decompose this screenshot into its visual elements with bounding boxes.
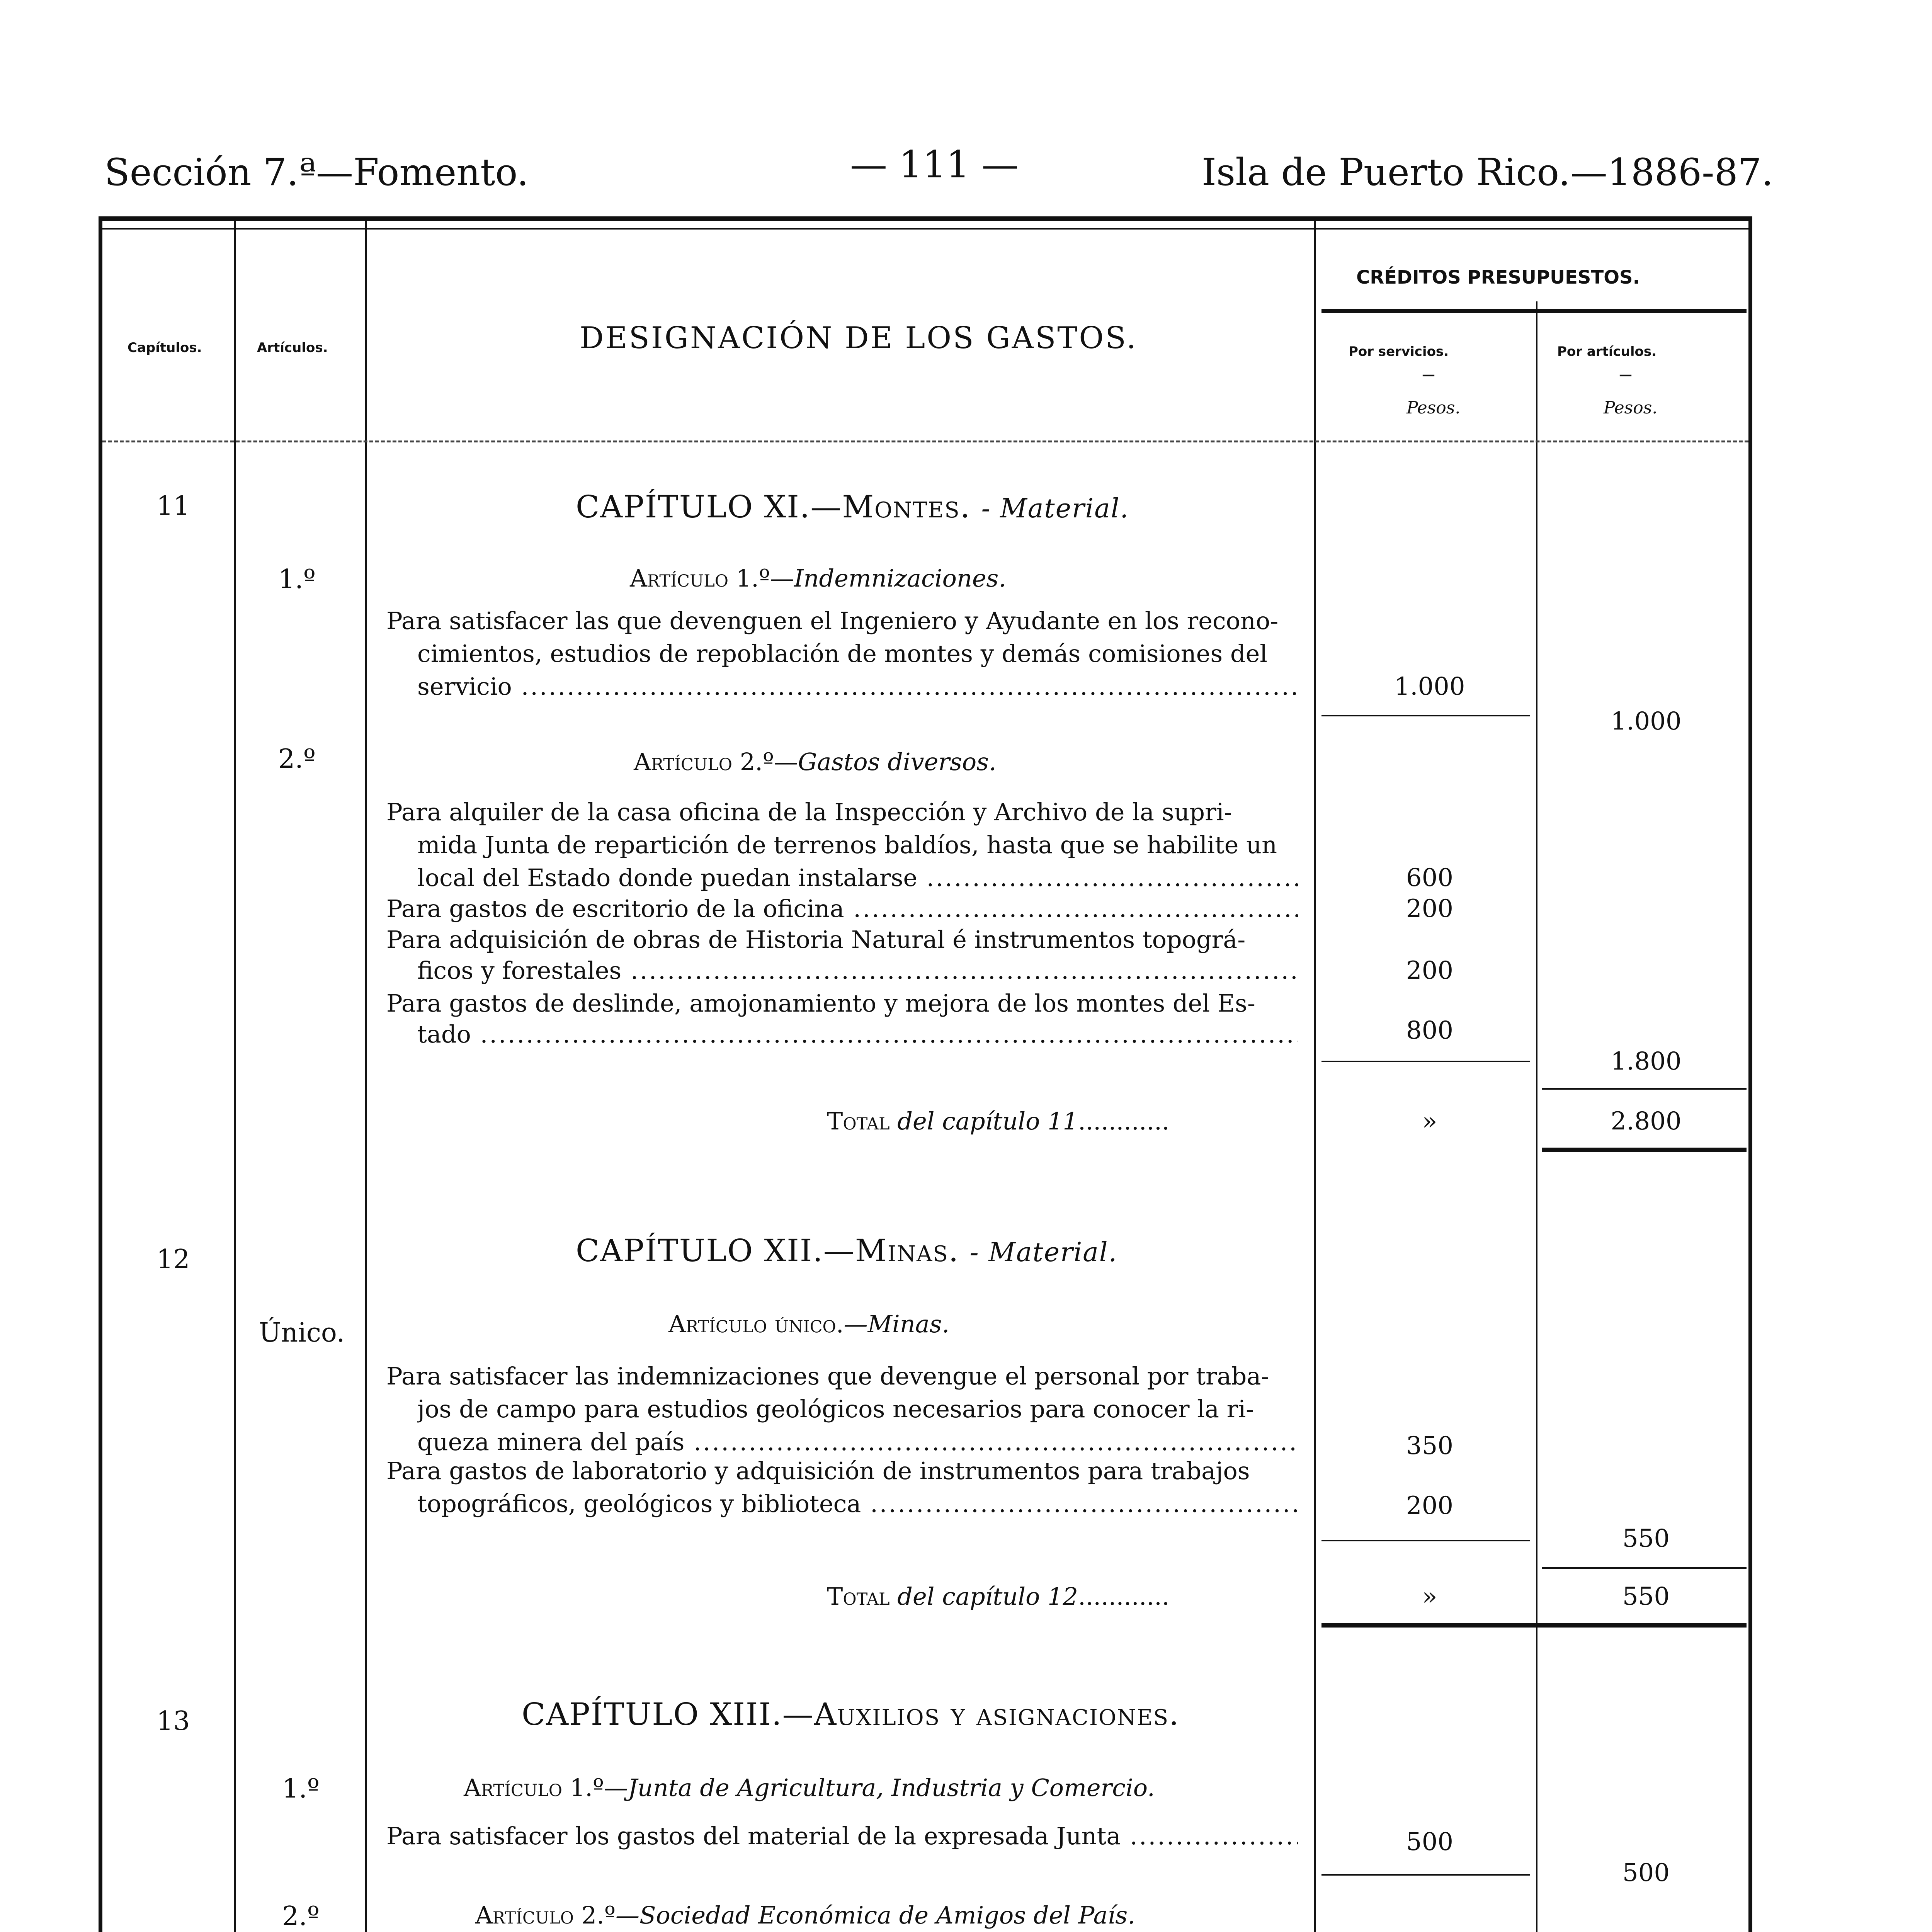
top-rule (99, 216, 1752, 221)
chapter-12-subject: —Minas. (823, 1233, 959, 1269)
total-double-rule-12 (1321, 1623, 1747, 1628)
chapter-12-total: 550 (1622, 1582, 1670, 1611)
article-number-13-1: 1.º (282, 1774, 320, 1804)
subtotal-rule-11-2 (1321, 1061, 1530, 1062)
chapter-11-total-mark: » (1422, 1107, 1437, 1136)
chapter-number-12: 12 (156, 1244, 190, 1275)
article-11-2-line-3: local del Estado donde puedan instalarse ..... (417, 864, 1298, 892)
article-11-2-line-7: Para gastos de deslinde, amojonamiento y mejora de los montes del Es- (386, 989, 1255, 1017)
column-header-articulos: Artículos. (257, 340, 328, 355)
section-title: Sección 7.ª—Fomento. (104, 151, 529, 194)
column-header-capitulos: Capítulos. (128, 340, 202, 355)
article-number-13-2: 2.º (282, 1901, 320, 1932)
article-11-2-line-2: mida Junta de repartición de terrenos baldíos, hasta que se habilite un (417, 831, 1277, 859)
chapter-11-total-word: Total (827, 1107, 890, 1135)
column-header-por-servicios: Por servicios. (1349, 344, 1449, 359)
header-separator (102, 440, 1748, 442)
divider-designacion (1314, 216, 1316, 1932)
article-11-2-line-4: Para gastos de escritorio de la oficina ..... (386, 895, 1298, 923)
column-header-dash-1: — (1422, 367, 1435, 383)
page-number: — 111 — (850, 143, 1019, 186)
amount-12-2: 200 (1406, 1492, 1454, 1520)
chapter-number-13: 13 (156, 1706, 190, 1736)
article-12-line-2: jos de campo para estudios geológicos necesarios para conocer la ri- (417, 1395, 1254, 1423)
article-13-2-label: Artículo 2.º (475, 1901, 616, 1929)
subtotal-rule-12 (1321, 1540, 1530, 1541)
article-13-2-title: —Sociedad Económica de Amigos del País. (616, 1901, 1135, 1929)
article-11-2-label: Artículo 2.º (634, 748, 774, 776)
article-12-heading (668, 1310, 949, 1338)
chapter-12-total-label: Total del capítulo 12............ (827, 1582, 1170, 1611)
chapter-11-type: - Material. (981, 493, 1129, 524)
chapter-12-total-mark: » (1422, 1582, 1437, 1611)
article-11-2-line-5: Para adquisición de obras de Historia Natural é instrumentos topográ- (386, 925, 1246, 954)
article-12-line-4: Para gastos de laboratorio y adquisición de instrumentos para trabajos (386, 1457, 1250, 1485)
chapter-12-heading (576, 1233, 1117, 1269)
chapter-11-heading (576, 489, 1129, 525)
chapter-11-title: CAPÍTULO XI. (576, 489, 811, 525)
chapter-12-type: - Material. (969, 1237, 1118, 1268)
chapter-12-total-detail: del capítulo 12 (897, 1582, 1078, 1611)
amount-11-2-3: 200 (1406, 956, 1454, 985)
column-header-designacion: DESIGNACIÓN DE LOS GASTOS. (580, 321, 1138, 355)
divider-articulos (365, 216, 367, 1932)
article-total-12: 550 (1622, 1524, 1670, 1553)
article-total-11-1: 1.000 (1611, 707, 1682, 736)
chapter-11-total-detail: del capítulo 11 (897, 1107, 1078, 1135)
column-header-pesos-2: Pesos. (1604, 398, 1658, 418)
article-12-line-3: queza minera del país ..... (417, 1428, 1298, 1456)
article-11-1-line-3: servicio ..... (417, 672, 1298, 701)
article-13-1-line: Para satisfacer los gastos del material de la expresada Junta ..... (386, 1822, 1298, 1850)
chapter-number-11: 11 (156, 491, 190, 521)
article-total-13-1: 500 (1622, 1859, 1670, 1887)
column-header-dash-2: — (1619, 367, 1632, 383)
divider-creditos (1536, 301, 1537, 1932)
article-11-1-title: —Indemnizaciones. (770, 564, 1007, 592)
article-11-2-heading (634, 748, 997, 776)
article-11-2-line-6: ficos y forestales ..... (417, 956, 1298, 985)
top-rule-thin (99, 228, 1752, 230)
total-rule-11 (1542, 1088, 1747, 1090)
article-12-label: Artículo único. (668, 1310, 844, 1338)
chapter-13-title: CAPÍTULO XIII. (522, 1696, 782, 1732)
article-13-2-heading (475, 1901, 1135, 1929)
article-13-1-label: Artículo 1.º (464, 1774, 604, 1802)
article-11-1-label: Artículo 1.º (630, 564, 770, 592)
article-number-12: Único. (259, 1318, 345, 1348)
article-11-1-heading (630, 564, 1006, 592)
subtotal-rule-11-1 (1321, 715, 1530, 716)
article-11-2-title: —Gastos diversos. (774, 748, 997, 776)
total-rule-12 (1542, 1567, 1747, 1569)
article-13-1-title: —Junta de Agricultura, Industria y Comercio. (604, 1774, 1155, 1802)
article-12-title: —Minas. (844, 1310, 950, 1338)
article-12-line-5: topográficos, geológicos y biblioteca ..... (417, 1490, 1298, 1518)
chapter-12-total-word: Total (827, 1582, 890, 1611)
column-header-creditos: CRÉDITOS PRESUPUESTOS. (1356, 267, 1640, 288)
document-title: Isla de Puerto Rico.—1886-87. (1202, 151, 1774, 194)
amount-11-2-1: 600 (1406, 864, 1454, 892)
amount-11-2-4: 800 (1406, 1016, 1454, 1045)
total-double-rule-11 (1542, 1148, 1747, 1152)
article-11-1-line-1: Para satisfacer las que devenguen el Ingeniero y Ayudante en los recono- (386, 607, 1279, 635)
article-11-2-line-1: Para alquiler de la casa oficina de la Inspección y Archivo de la supri- (386, 798, 1232, 826)
divider-capitulos (234, 216, 236, 1932)
article-total-11-2: 1.800 (1611, 1047, 1682, 1076)
amount-13-1: 500 (1406, 1828, 1454, 1856)
article-13-1-heading (464, 1774, 1155, 1802)
frame-left (99, 216, 102, 1932)
subtotal-rule-13-1 (1321, 1874, 1530, 1876)
chapter-12-title: CAPÍTULO XII. (576, 1233, 823, 1269)
amount-11-1: 1.000 (1394, 672, 1465, 701)
article-11-2-line-8: tado ..... (417, 1020, 1298, 1048)
chapter-11-total: 2.800 (1611, 1107, 1682, 1136)
chapter-11-subject: —Montes. (810, 489, 971, 525)
chapter-13-subject: —Auxilios y asignaciones. (782, 1696, 1180, 1732)
article-12-line-1: Para satisfacer las indemnizaciones que devengue el personal por traba- (386, 1362, 1269, 1390)
column-header-por-articulos: Por artículos. (1557, 344, 1657, 359)
article-number-11-1: 1.º (278, 564, 316, 595)
chapter-13-heading (522, 1696, 1180, 1732)
article-number-11-2: 2.º (278, 744, 316, 774)
column-header-pesos-1: Pesos. (1406, 398, 1461, 418)
amount-12-1: 350 (1406, 1432, 1454, 1460)
chapter-11-total-label: Total del capítulo 11............ (827, 1107, 1170, 1135)
creditos-rule (1321, 309, 1747, 313)
article-11-1-line-2: cimientos, estudios de repoblación de montes y demás comisiones del (417, 639, 1268, 668)
amount-11-2-2: 200 (1406, 895, 1454, 923)
